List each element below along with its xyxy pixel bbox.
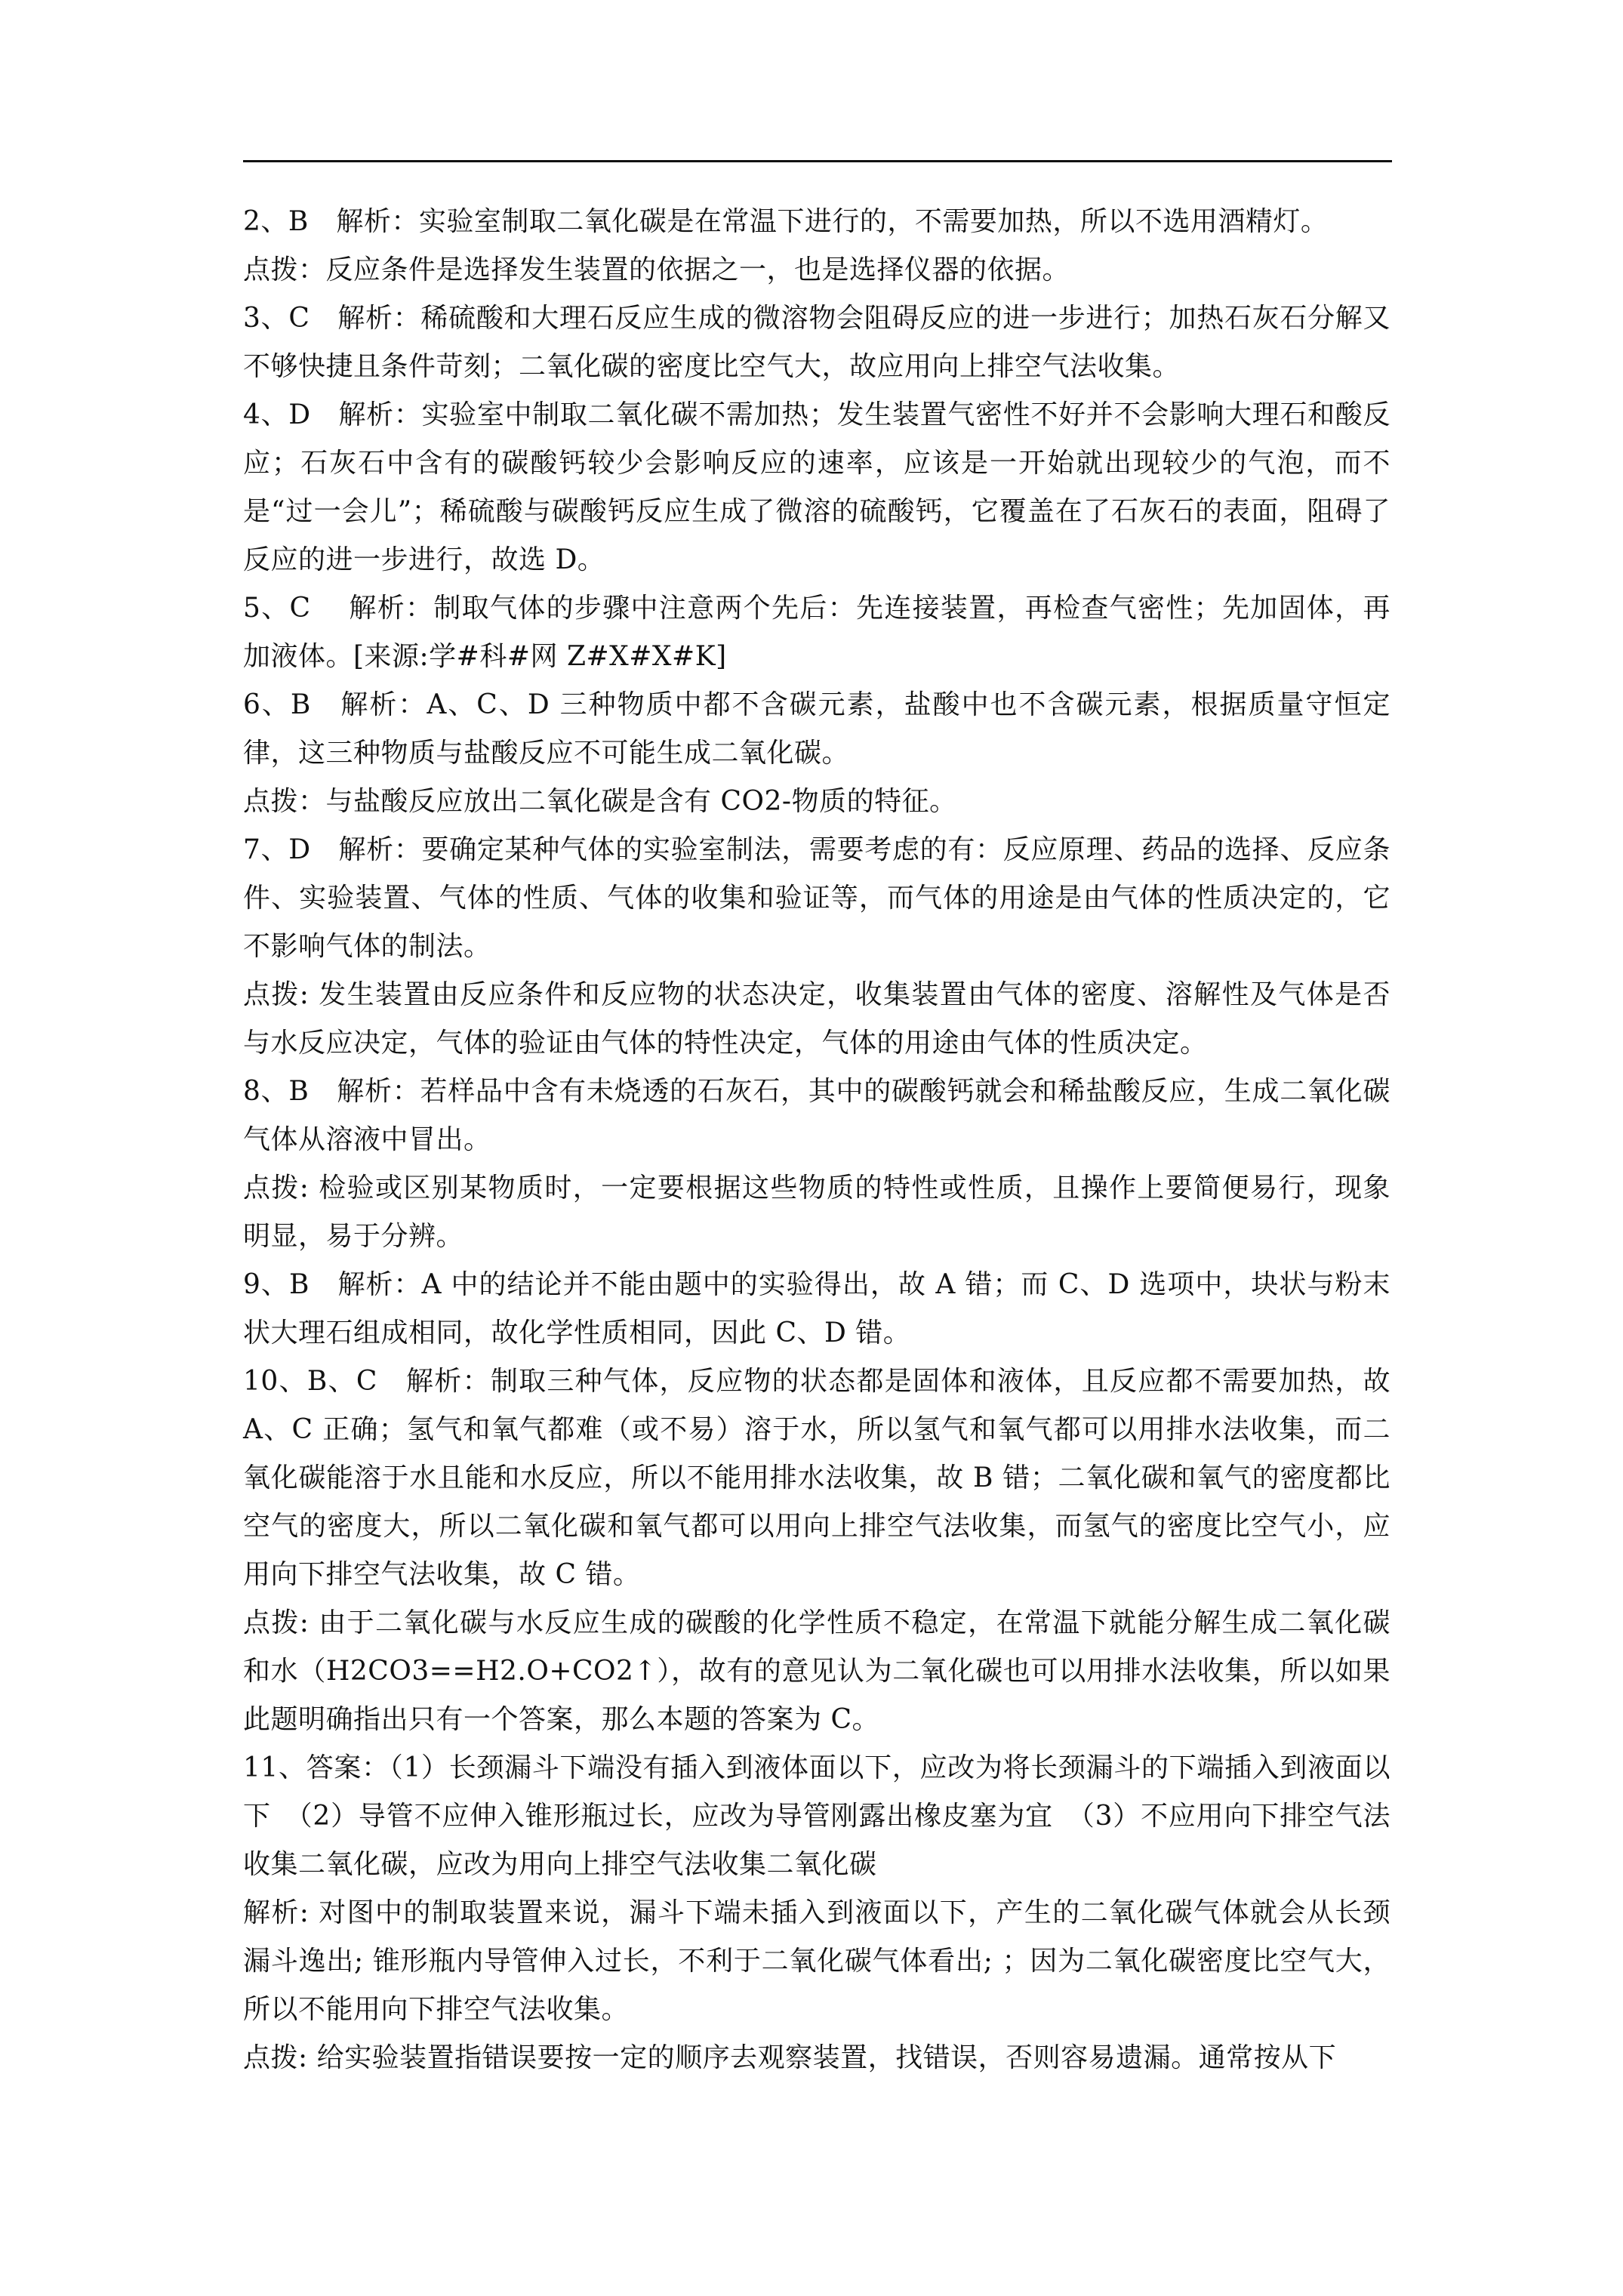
answer-9-analysis: 9、B 解析：A 中的结论并不能由题中的实验得出，故 A 错；而 C、D 选项中，块状与粉末状大理石组成相同，故化学性质相同，因此 C、D 错。 — [243, 1269, 1390, 1348]
answer-10-tip: 点拨: 由于二氧化碳与水反应生成的碳酸的化学性质不稳定，在常温下就能分解生成二氧化碳和水（H2CO3==H2.O+CO2↑），故有的意见认为二氧化碳也可以用排水法收集，所以如果此题明确指出只有一个答案，那么本题的答案为 C。 — [243, 1607, 1390, 1735]
answer-8-analysis: 8、B 解析：若样品中含有未烧透的石灰石，其中的碳酸钙就会和稀盐酸反应，生成二氧化碳气体从溶液中冒出。 — [243, 1076, 1390, 1155]
header-rule — [243, 160, 1392, 162]
answer-11-answer: 11、答案：（1）长颈漏斗下端没有插入到液体面以下，应改为将长颈漏斗的下端插入到液面以下 （2）导管不应伸入锥形瓶过长，应改为导管刚露出橡皮塞为宜 （3）不应用向下排空气法收集二氧化碳，应改为用向上排空气法收集二氧化碳 — [243, 1752, 1390, 1880]
answer-10-analysis: 10、B、C 解析：制取三种气体，反应物的状态都是固体和液体，且反应都不需要加热，故 A、C 正确；氢气和氧气都难（或不易）溶于水，所以氢气和氧气都可以用排水法收集，而二氧化碳能溶于水且能和水反应，所以不能用排水法收集，故 B 错；二氧化碳和氧气的密度都比空气的密度大，所以二氧化碳和氧气都可以用向上排空气法收集，而氢气的密度比空气小，应用向下排空气法收集，故 C 错。 — [243, 1366, 1390, 1590]
answer-2-analysis: 2、B 解析：实验室制取二氧化碳是在常温下进行的，不需要加热，所以不选用酒精灯。 — [243, 206, 1329, 237]
answer-7-tip: 点拨: 发生装置由反应条件和反应物的状态决定，收集装置由气体的密度、溶解性及气体是否与水反应决定，气体的验证由气体的特性决定，气体的用途由气体的性质决定。 — [243, 979, 1390, 1059]
answer-7-analysis: 7、D 解析：要确定某种气体的实验室制法，需要考虑的有：反应原理、药品的选择、反应条件、实验装置、气体的性质、气体的收集和验证等，而气体的用途是由气体的性质决定的，它不影响气体的制法。 — [243, 834, 1390, 962]
answer-8-tip: 点拨: 检验或区别某物质时，一定要根据这些物质的特性或性质，且操作上要简便易行，现象明显，易于分辨。 — [243, 1173, 1390, 1252]
document-body — [243, 198, 1390, 2082]
answer-2-tip: 点拨：反应条件是选择发生装置的依据之一，也是选择仪器的依据。 — [243, 254, 1070, 285]
answer-11-tip: 点拨: 给实验装置指错误要按一定的顺序去观察装置，找错误，否则容易遗漏。通常按从下 — [243, 2042, 1337, 2073]
answer-5-analysis: 5、C 解析：制取气体的步骤中注意两个先后：先连接装置，再检查气密性；先加固体，再加液体。[来源:学#科#网 Z#X#X#K] — [243, 593, 1390, 672]
answer-11-analysis: 解析: 对图中的制取装置来说，漏斗下端未插入到液面以下，产生的二氧化碳气体就会从长颈漏斗逸出; 锥形瓶内导管伸入过长，不利于二氧化碳气体看出; ；因为二氧化碳密度比空气大，所以不能用向下排空气法收集。 — [243, 1897, 1390, 2025]
answer-6-tip: 点拨：与盐酸反应放出二氧化碳是含有 CO2-物质的特征。 — [243, 786, 957, 817]
answer-3-analysis: 3、C 解析：稀硫酸和大理石反应生成的微溶物会阻碍反应的进一步进行；加热石灰石分解又不够快捷且条件苛刻；二氧化碳的密度比空气大，故应用向上排空气法收集。 — [243, 303, 1390, 382]
answer-6-analysis: 6、B 解析：A、C、D 三种物质中都不含碳元素，盐酸中也不含碳元素，根据质量守恒定律，这三种物质与盐酸反应不可能生成二氧化碳。 — [243, 689, 1390, 769]
answer-4-analysis: 4、D 解析：实验室中制取二氧化碳不需加热；发生装置气密性不好并不会影响大理石和酸反应；石灰石中含有的碳酸钙较少会影响反应的速率，应该是一开始就出现较少的气泡，而不是“过一会儿”；稀硫酸与碳酸钙反应生成了微溶的硫酸钙，它覆盖在了石灰石的表面，阻碍了反应的进一步进行，故选 D。 — [243, 399, 1390, 575]
